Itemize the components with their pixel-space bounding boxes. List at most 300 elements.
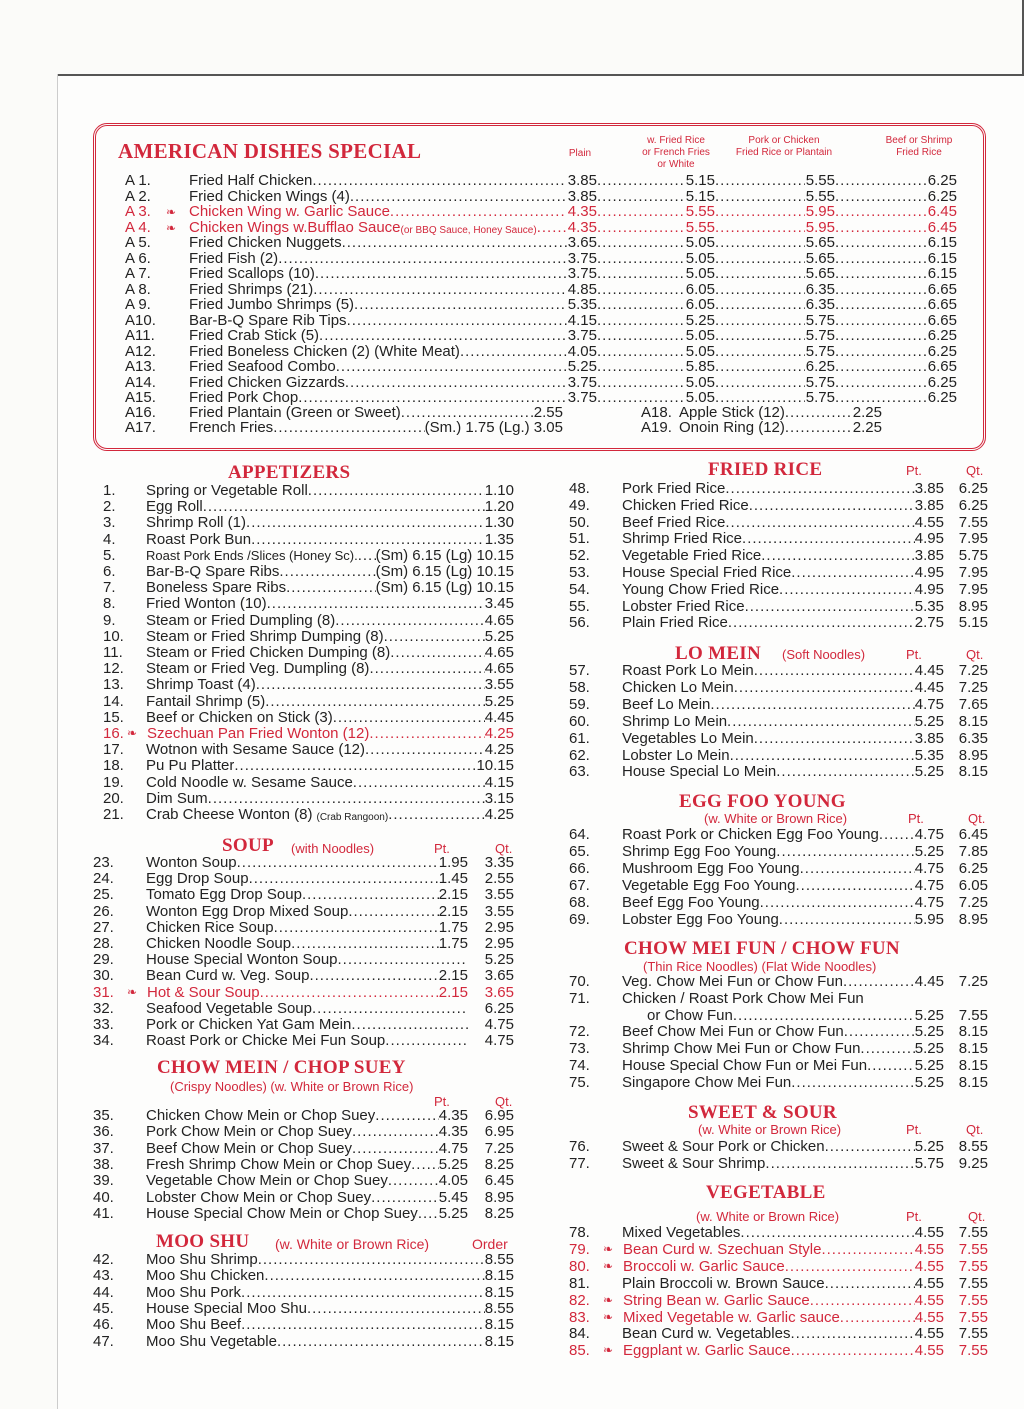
item-number: A11. <box>125 327 155 344</box>
menu-item-row[interactable] <box>569 1041 988 1056</box>
leader-dots <box>597 204 685 220</box>
price-fried-rice: 5.05 <box>685 342 715 360</box>
item-note: (Crab Rangoon) <box>316 812 389 823</box>
leader-dots <box>715 359 805 374</box>
menu-item-row[interactable] <box>569 991 988 1006</box>
price-pint: 4.05 <box>438 1172 468 1190</box>
item-number: 58. <box>569 678 590 696</box>
item-name: String Bean w. Garlic Sauce <box>623 1292 810 1308</box>
leader-dots <box>390 204 567 220</box>
price-pork-chicken: 6.35 <box>805 296 835 313</box>
price-beef-shrimp: 6.65 <box>927 280 957 298</box>
menu-item-row[interactable] <box>569 599 988 614</box>
menu-item-row[interactable] <box>93 871 514 886</box>
item-number: 21. <box>103 806 124 823</box>
menu-item-row[interactable] <box>93 1033 514 1048</box>
menu-item-row[interactable] <box>93 1285 514 1300</box>
menu-item-row[interactable] <box>93 1206 514 1221</box>
item-number: 28. <box>93 935 114 952</box>
price-pint: 4.55 <box>914 1325 944 1343</box>
leader-dots <box>309 968 438 983</box>
leader-dots <box>715 204 805 220</box>
menu-item-row[interactable] <box>103 807 514 825</box>
item-name: Roast Pork or Chicke Mei Fun Soup <box>146 1033 386 1049</box>
menu-item-row[interactable] <box>569 1242 988 1257</box>
menu-item-row[interactable] <box>125 297 957 312</box>
menu-item-row[interactable] <box>569 731 988 746</box>
price-pork-chicken: 5.95 <box>805 218 835 236</box>
menu-item-row[interactable] <box>125 173 957 188</box>
menu-item-row[interactable] <box>103 775 514 790</box>
price-beef-shrimp: 6.65 <box>927 311 957 329</box>
leader-dots <box>401 405 534 420</box>
item-number: 44. <box>93 1283 114 1301</box>
menu-item-row[interactable] <box>93 985 514 1000</box>
leader-dots <box>308 483 485 498</box>
menu-item-row[interactable] <box>125 420 563 435</box>
menu-item-row[interactable] <box>93 1252 514 1267</box>
leader-dots <box>734 680 915 695</box>
menu-item-row[interactable] <box>569 663 988 678</box>
menu-item-row[interactable] <box>93 904 514 919</box>
item-price: 3.15 <box>484 789 514 807</box>
menu-item-row[interactable] <box>93 920 514 935</box>
menu-item-row[interactable] <box>103 677 514 692</box>
menu-item-row[interactable] <box>103 694 514 709</box>
menu-item-row[interactable] <box>103 791 514 806</box>
item-name: Bean Curd w. Szechuan Style <box>623 1241 822 1257</box>
price-plain: 4.05 <box>567 342 597 360</box>
menu-item-row[interactable] <box>125 266 957 281</box>
menu-item-row[interactable] <box>569 1156 988 1171</box>
item-name: House Special Chow Fun or Mei Fun <box>622 1058 868 1073</box>
menu-item-row[interactable] <box>569 1293 988 1308</box>
leader-dots <box>597 390 685 405</box>
leader-dots <box>345 375 567 390</box>
leader-dots <box>749 498 915 513</box>
item-number: 65. <box>569 843 590 860</box>
price-plain: 3.75 <box>567 249 597 267</box>
item-number: A17. <box>125 419 156 436</box>
item-name: Lobster Egg Foo Young <box>622 912 779 927</box>
menu-item-row[interactable] <box>93 887 514 902</box>
item-name: Beef Chow Mein or Chop Suey <box>146 1140 352 1156</box>
leader-dots <box>286 580 376 595</box>
menu-item-row[interactable] <box>93 936 514 951</box>
item-number: A15. <box>125 389 156 406</box>
menu-item-row[interactable] <box>93 1141 514 1156</box>
menu-item-row[interactable] <box>93 1317 514 1332</box>
price-pint: 4.45 <box>914 662 944 679</box>
menu-item-row[interactable] <box>93 1017 514 1032</box>
item-name: Mushroom Egg Foo Young <box>622 861 800 876</box>
item-number: A 8. <box>125 280 151 298</box>
menu-item-row[interactable] <box>125 359 957 374</box>
hot-pepper-icon: ❧ <box>603 1258 614 1273</box>
menu-item-row[interactable] <box>93 1173 514 1188</box>
leader-dots <box>597 375 685 390</box>
chow-mein-subtitle: (Crispy Noodles) (w. White or Brown Rice) <box>170 1079 414 1094</box>
menu-item-row[interactable] <box>569 515 988 530</box>
item-number: 61. <box>569 729 590 747</box>
hot-pepper-icon: ❧ <box>127 984 138 999</box>
hot-pepper-icon: ❧ <box>603 1343 614 1358</box>
menu-item-row[interactable] <box>103 629 514 644</box>
price-quart: 6.95 <box>484 1107 514 1124</box>
item-name: Crab Cheese Wonton (8) <box>146 807 313 823</box>
menu-item-row[interactable] <box>103 564 514 579</box>
item-price: 1.10 <box>484 482 514 499</box>
leader-dots <box>274 920 439 935</box>
leader-dots <box>351 1017 468 1032</box>
item-name: Chicken / Roast Pork Chow Mei Fun <box>622 990 864 1006</box>
leader-dots <box>312 1001 468 1016</box>
menu-item-row[interactable] <box>569 582 988 597</box>
price-pint: 5.25 <box>914 1040 944 1058</box>
menu-item-row[interactable] <box>93 1124 514 1139</box>
menu-item-row[interactable] <box>93 1001 514 1016</box>
price-pint: 4.55 <box>914 1240 944 1258</box>
price-quart: 6.25 <box>958 496 988 514</box>
menu-item-row[interactable] <box>93 1157 514 1172</box>
menu-item-row[interactable] <box>569 1024 988 1039</box>
menu-item-row[interactable] <box>569 1075 988 1090</box>
leader-dots <box>597 266 685 281</box>
item-name: Dim Sum <box>146 790 208 806</box>
pepper-slot <box>165 297 189 312</box>
col-header-line: Fried Rice <box>896 147 942 158</box>
price-pint: 3.85 <box>914 729 944 747</box>
col-header-plain: Plain <box>568 148 592 159</box>
leader-dots <box>315 266 567 281</box>
menu-item-row[interactable] <box>569 498 988 513</box>
menu-item-row[interactable] <box>103 758 514 773</box>
menu-item-row[interactable] <box>103 596 514 611</box>
item-note: (or BBQ Sauce, Honey Sauce) <box>400 224 537 236</box>
soup-pt-header: Pt. <box>434 841 450 856</box>
menu-item-row[interactable] <box>569 1225 988 1240</box>
menu-item-row[interactable] <box>641 405 882 420</box>
price-plain: 3.75 <box>567 327 597 344</box>
item-number: 64. <box>569 826 590 843</box>
price-pint: 5.25 <box>914 1073 944 1091</box>
menu-item-row[interactable] <box>103 613 514 628</box>
leader-dots <box>791 1075 915 1090</box>
item-number: 54. <box>569 580 590 598</box>
price-plain: 3.75 <box>567 265 597 282</box>
menu-item-row[interactable] <box>569 531 988 546</box>
price-quart: 7.25 <box>958 678 988 696</box>
section-title-american: AMERICAN DISHES SPECIAL <box>118 139 422 163</box>
price-pint: 2.15 <box>438 967 468 985</box>
item-name: Broccoli w. Garlic Sauce <box>623 1258 785 1274</box>
price-pint: 5.35 <box>914 597 944 615</box>
leader-dots <box>264 1268 484 1283</box>
price-quart: 3.55 <box>484 902 514 920</box>
item-name: Onoin Ring (12) <box>679 420 785 435</box>
item-price: 4.25 <box>484 741 514 759</box>
price-plain: 5.25 <box>567 358 597 375</box>
menu-item-row[interactable] <box>103 742 514 757</box>
menu-item-row[interactable] <box>93 1301 514 1316</box>
price-quart: 2.95 <box>484 935 514 952</box>
menu-item-row[interactable] <box>103 483 514 498</box>
menu-item-row[interactable] <box>569 680 988 695</box>
item-price: 8.55 <box>484 1251 514 1268</box>
menu-item-row[interactable] <box>103 515 514 530</box>
item-number: 33. <box>93 1016 114 1033</box>
item-number: 81. <box>569 1274 590 1292</box>
item-number: A19. <box>641 419 672 436</box>
menu-item-row[interactable] <box>103 532 514 547</box>
price-pint: 2.15 <box>438 886 468 904</box>
leader-dots <box>267 596 485 611</box>
item-number: 42. <box>93 1251 114 1268</box>
price-fried-rice: 5.55 <box>685 218 715 236</box>
menu-item-row[interactable] <box>93 968 514 983</box>
price-pint: 5.25 <box>914 843 944 860</box>
item-number: 24. <box>93 870 114 888</box>
col-header-line: or French Fries <box>642 147 710 158</box>
item-number: 15. <box>103 708 124 726</box>
menu-item-row[interactable] <box>103 710 514 725</box>
menu-item-row[interactable] <box>569 764 988 779</box>
item-name: Steam or Fried Shrimp Dumping (8) <box>146 628 384 644</box>
col-header-line: Fried Rice or Plantain <box>735 147 833 158</box>
price-quart: 8.25 <box>484 1204 514 1222</box>
leader-dots <box>715 344 805 359</box>
leader-dots <box>715 297 805 312</box>
leader-dots <box>336 359 567 374</box>
menu-item-row[interactable] <box>93 1334 514 1349</box>
item-number: 46. <box>93 1316 114 1334</box>
price-quart: 5.75 <box>958 547 988 565</box>
menu-item-row[interactable] <box>125 204 957 220</box>
menu-item-row[interactable] <box>569 1259 988 1274</box>
menu-item-row[interactable] <box>125 375 957 390</box>
price-pint: 4.35 <box>438 1107 468 1124</box>
item-number: 10. <box>103 627 124 645</box>
leader-dots <box>879 827 915 842</box>
menu-item-row[interactable] <box>569 1139 988 1154</box>
item-price: 8.15 <box>484 1332 514 1350</box>
item-name: Lobster Chow Mein or Chop Suey <box>146 1189 372 1205</box>
item-name: Shrimp Roll (1) <box>146 515 247 531</box>
price-quart: 7.25 <box>958 973 988 990</box>
leader-dots <box>761 548 915 563</box>
price-pint: 1.45 <box>438 870 468 888</box>
item-name: Wonton Egg Drop Mixed Soup <box>146 903 349 919</box>
menu-item-row[interactable] <box>103 548 514 563</box>
price-pint: 4.55 <box>914 1257 944 1275</box>
menu-item-row[interactable] <box>125 189 957 204</box>
menu-item-row[interactable] <box>569 895 988 910</box>
price-pork-chicken: 5.75 <box>805 389 835 406</box>
price-pint: 4.55 <box>914 1291 944 1309</box>
menu-item-row[interactable] <box>125 405 563 420</box>
section-title-chow-mein: CHOW MEIN / CHOP SUEY <box>157 1057 406 1078</box>
item-name: Beef Fried Rice <box>622 514 726 530</box>
fried-rice-qt-header: Qt. <box>966 463 984 478</box>
menu-item-row[interactable] <box>569 548 988 563</box>
item-name: Fried Pork Chop <box>189 390 299 405</box>
leader-dots <box>791 565 915 580</box>
item-price: 8.15 <box>484 1316 514 1334</box>
menu-item-row[interactable] <box>93 1190 514 1205</box>
menu-item-row[interactable] <box>103 726 514 741</box>
menu-item-row[interactable] <box>569 565 988 580</box>
item-name: Lobster Lo Mein <box>622 747 730 763</box>
vegetable-pt-header: Pt. <box>906 1209 922 1224</box>
pepper-slot <box>165 313 189 328</box>
item-name: Beef Chow Mei Fun or Chow Fun <box>622 1024 844 1040</box>
menu-item-row[interactable] <box>125 235 957 250</box>
price-beef-shrimp: 6.25 <box>927 389 957 406</box>
leader-dots <box>728 615 915 630</box>
menu-item-row[interactable] <box>569 748 988 763</box>
menu-item-row[interactable] <box>569 844 988 859</box>
leader-dots <box>203 499 485 514</box>
price-beef-shrimp: 6.45 <box>927 203 957 220</box>
lo-mein-qt-header: Qt. <box>966 647 984 662</box>
item-price: 2.25 <box>852 404 882 421</box>
price-pork-chicken: 5.55 <box>805 187 835 205</box>
price-quart: 8.95 <box>958 746 988 764</box>
price-pork-chicken: 5.65 <box>805 234 835 251</box>
item-name: Fried Half Chicken <box>189 173 313 188</box>
leader-dots <box>835 328 927 343</box>
menu-item-row[interactable] <box>125 251 957 266</box>
item-number: 5. <box>103 546 116 564</box>
menu-item-row[interactable] <box>93 855 514 870</box>
menu-item-row[interactable] <box>569 1343 988 1358</box>
price-quart: 7.95 <box>958 564 988 581</box>
leader-dots <box>715 173 805 188</box>
leader-dots <box>597 344 685 359</box>
item-price: 5.25 <box>484 627 514 645</box>
item-number: 29. <box>93 951 114 969</box>
col-header-line: Pork or Chicken <box>748 135 820 146</box>
price-quart: 6.35 <box>958 729 988 747</box>
leader-dots <box>733 1008 915 1023</box>
menu-item-row[interactable] <box>569 714 988 729</box>
leader-dots <box>835 235 927 250</box>
menu-item-row[interactable] <box>569 912 988 927</box>
leader-dots <box>821 1242 914 1257</box>
leader-dots <box>754 731 915 746</box>
menu-item-row[interactable] <box>103 499 514 514</box>
leader-dots <box>418 1206 439 1221</box>
moo-shu-order-header: Order <box>472 1236 508 1252</box>
menu-item-row-continued[interactable] <box>647 1008 988 1023</box>
price-pint: 4.95 <box>914 580 944 598</box>
egg-foo-young-qt-header: Qt. <box>968 811 986 826</box>
menu-item-row[interactable] <box>103 580 514 595</box>
menu-item-row[interactable] <box>125 390 957 405</box>
item-name: House Special Lo Mein <box>622 764 777 780</box>
item-name: Young Chow Fried Rice <box>622 581 780 597</box>
item-number: 80. <box>569 1257 590 1275</box>
price-quart: 6.25 <box>484 999 514 1017</box>
item-number: 70. <box>569 973 590 990</box>
menu-item-row[interactable] <box>93 1268 514 1283</box>
menu-item-row[interactable] <box>569 1310 988 1325</box>
price-plain: 3.85 <box>567 187 597 205</box>
price-plain: 3.75 <box>567 373 597 391</box>
price-pint: 4.95 <box>914 564 944 581</box>
menu-item-row[interactable] <box>569 697 988 712</box>
menu-item-row[interactable] <box>641 420 882 435</box>
menu-item-row[interactable] <box>125 313 957 328</box>
price-quart: 3.65 <box>484 967 514 985</box>
leader-dots <box>258 1252 485 1267</box>
leader-dots <box>265 694 485 709</box>
leader-dots <box>375 1108 439 1123</box>
item-name: Szechuan Pan Fried Wonton (12) <box>147 726 370 741</box>
price-quart: 2.55 <box>484 870 514 888</box>
menu-item-row[interactable] <box>569 615 988 630</box>
leader-dots <box>319 328 567 343</box>
item-number: 3. <box>103 514 116 532</box>
menu-item-row[interactable] <box>103 645 514 660</box>
menu-item-row[interactable] <box>93 952 514 967</box>
item-name: Shrimp Chow Mei Fun or Chow Fun <box>622 1041 861 1057</box>
item-name: Fried Jumbo Shrimps (5) <box>189 297 355 312</box>
item-name: Fried Chicken Gizzards <box>189 374 345 390</box>
egg-foo-young-subtitle: (w. White or Brown Rice) <box>704 811 848 826</box>
menu-item-row[interactable] <box>569 481 988 496</box>
item-price: 4.45 <box>484 708 514 726</box>
vegetable-qt-header: Qt. <box>968 1209 986 1224</box>
menu-item-row[interactable] <box>569 1326 988 1341</box>
item-number: 30. <box>93 967 114 985</box>
leader-dots <box>825 1139 915 1154</box>
menu-item-row[interactable] <box>125 328 957 343</box>
item-number: 12. <box>103 660 124 678</box>
menu-item-row[interactable] <box>569 861 988 876</box>
price-plain: 3.65 <box>567 234 597 251</box>
leader-dots <box>835 282 927 297</box>
price-quart: 7.55 <box>958 1291 988 1309</box>
menu-item-row[interactable] <box>103 661 514 676</box>
item-name: Moo Shu Beef <box>146 1317 242 1333</box>
item-name: Moo Shu Vegetable <box>146 1333 277 1349</box>
leader-dots <box>278 251 567 266</box>
menu-item-row[interactable] <box>93 1108 514 1123</box>
menu-item-row[interactable] <box>569 1058 988 1073</box>
price-pork-chicken: 5.55 <box>805 172 835 189</box>
menu-item-row[interactable] <box>569 878 988 893</box>
price-quart: 7.55 <box>958 1274 988 1292</box>
item-price: 1.35 <box>484 530 514 548</box>
chow-mein-pt-header: Pt. <box>434 1094 450 1109</box>
hot-pepper-icon: ❧ <box>166 220 177 235</box>
menu-item-row[interactable] <box>569 974 988 989</box>
col-header-line: or White <box>657 159 695 170</box>
leader-dots <box>241 1285 485 1300</box>
price-plain: 4.15 <box>567 311 597 329</box>
item-name: Spring or Vegetable Roll <box>146 483 308 498</box>
menu-item-row[interactable] <box>125 282 957 297</box>
menu-item-row[interactable] <box>125 344 957 359</box>
item-name: Chicken Fried Rice <box>622 497 749 513</box>
item-name: Moo Shu Chicken <box>146 1268 265 1284</box>
menu-item-row[interactable] <box>569 827 988 842</box>
price-quart: 3.65 <box>484 983 514 1001</box>
pepper-slot <box>165 266 189 281</box>
price-pint: 4.45 <box>914 678 944 696</box>
menu-item-row[interactable] <box>569 1276 988 1291</box>
